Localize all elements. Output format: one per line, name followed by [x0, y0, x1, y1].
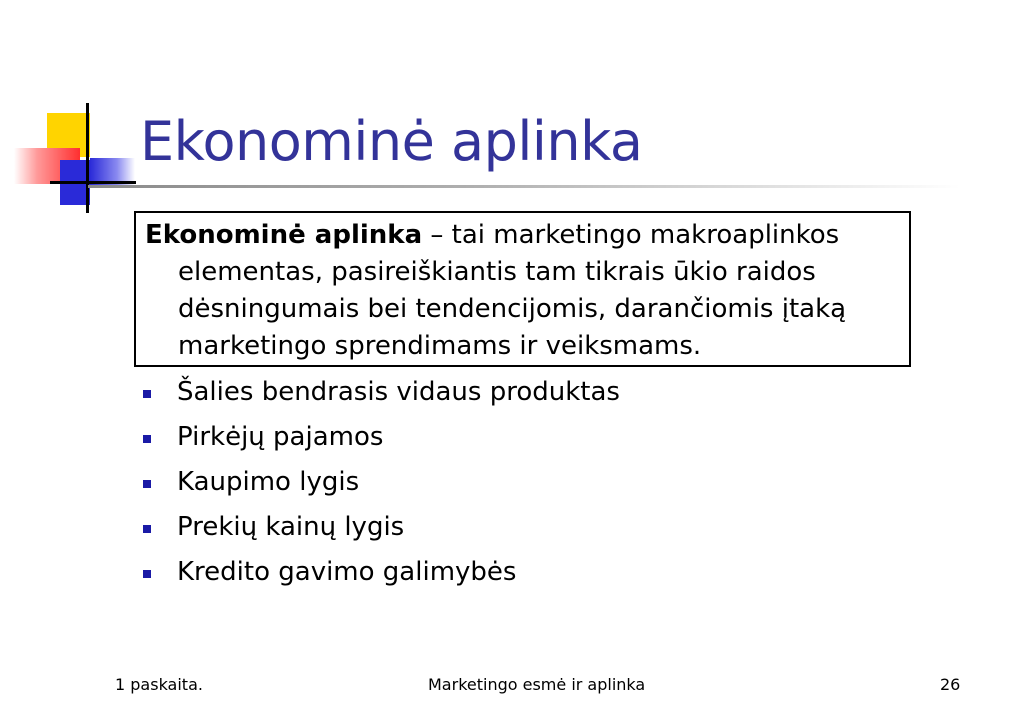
slide-number: 26: [940, 675, 961, 694]
definition-line: dėsningumais bei tendencijomis, darančiomis įtaką: [178, 294, 847, 324]
footer-topic: Marketingo esmė ir aplinka: [428, 675, 646, 694]
definition-box: [134, 211, 911, 367]
definition-line: elementas, pasireiškiantis tam tikrais ūkio raidos: [178, 257, 816, 287]
bullet-text: Šalies bendrasis vidaus produktas: [177, 377, 620, 407]
slide-title: Ekonominė aplinka: [140, 110, 643, 173]
bullet-square-icon: [143, 570, 151, 578]
title-divider: [88, 185, 960, 188]
bullet-text: Kredito gavimo galimybės: [177, 557, 517, 587]
footer-lecture: 1 paskaita.: [115, 675, 203, 694]
logo-vertical-line: [86, 103, 89, 213]
bullet-square-icon: [143, 435, 151, 443]
definition-term: Ekonominė aplinka: [145, 220, 423, 250]
bullet-text: Kaupimo lygis: [177, 467, 360, 497]
definition-first-line: – tai marketingo makroaplinkos: [422, 220, 840, 250]
bullet-text: Pirkėjų pajamos: [177, 422, 384, 452]
bullet-square-icon: [143, 390, 151, 398]
definition-line: marketingo sprendimams ir veiksmams.: [178, 331, 702, 361]
bullet-square-icon: [143, 480, 151, 488]
logo-horizontal-line: [50, 181, 136, 184]
bullet-text: Prekių kainų lygis: [177, 512, 405, 542]
bullet-square-icon: [143, 525, 151, 533]
